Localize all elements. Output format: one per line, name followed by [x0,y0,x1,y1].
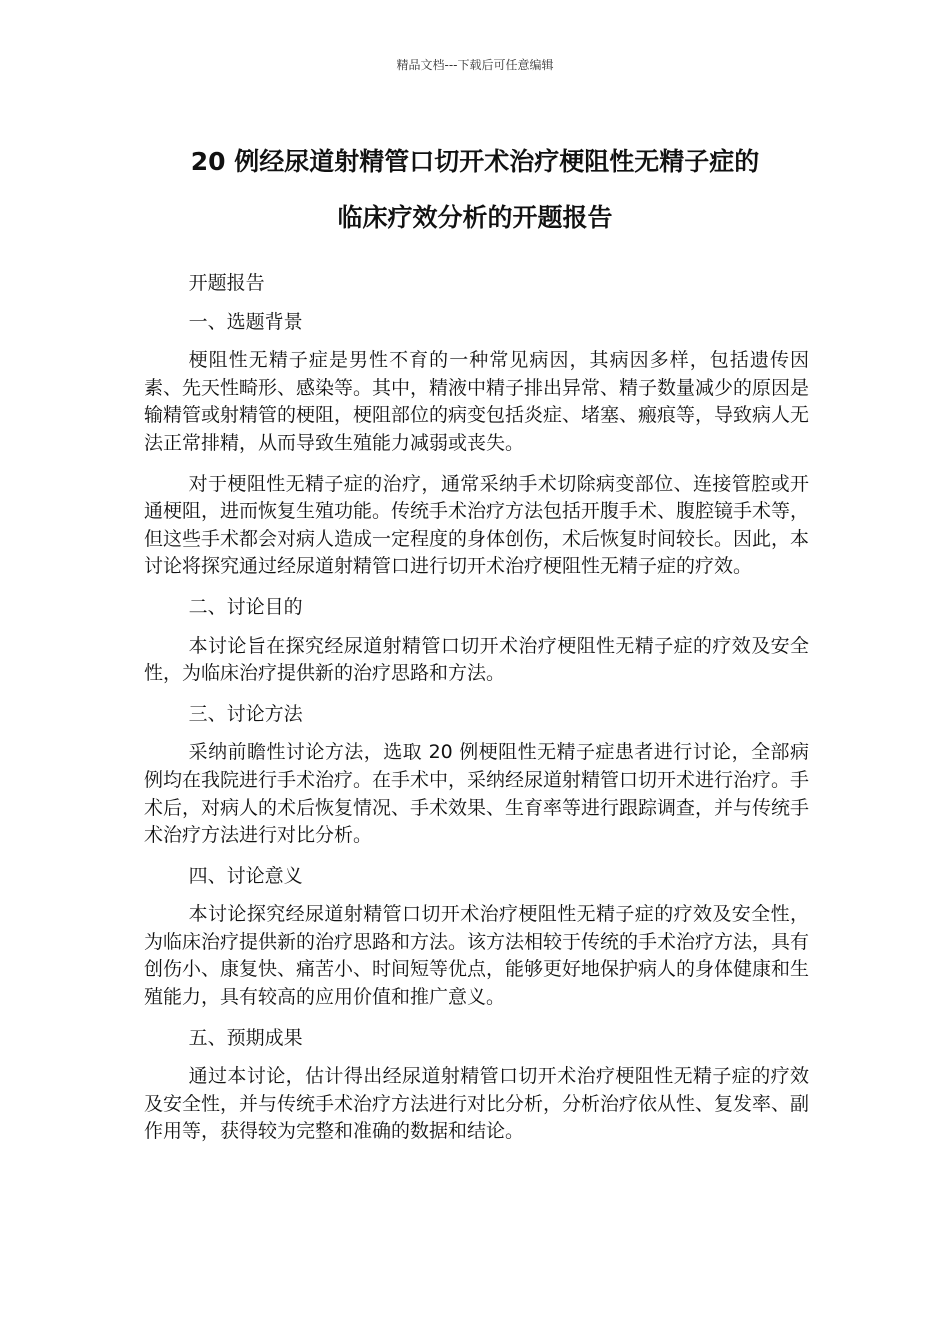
section-label: 开题报告 [188,272,265,294]
document-title-line-1: 20 例经尿道射精管口切开术治疗梗阻性无精子症的 [190,147,760,176]
document-body [144,270,809,1159]
section-heading-purpose: 二、讨论目的 [188,595,303,618]
document-title-line-2: 临床疗效分析的开题报告 [337,203,613,232]
paragraph-method: 采纳前瞻性讨论方法，选取 20 例梗阻性无精子症患者进行讨论，全部病例均在我院进行手术治疗。在手术中，采纳经尿道射精管口切开术进行治疗。手术后，对病人的术后恢复情况、手术效果、生育率等进行跟踪调查，并与传统手术治疗方法进行对比分析。 [144,741,810,847]
section-heading-background: 一、选题背景 [188,310,303,333]
paragraph-background-1: 梗阻性无精子症是男性不育的一种常见病因，其病因多样，包括遗传因素、先天性畸形、感染等。其中，精液中精子排出异常、精子数量减少的原因是输精管或射精管的梗阻，梗阻部位的病变包括炎症、堵塞、瘢痕等，导致病人无法正常排精，从而导致生殖能力减弱或丧失。 [144,349,810,454]
section-heading-significance: 四、讨论意义 [188,864,303,887]
document-title [100,134,850,246]
paragraph-expected-results: 通过本讨论，估计得出经尿道射精管口切开术治疗梗阻性无精子症的疗效及安全性，并与传统手术治疗方法进行对比分析，分析治疗依从性、复发率、副作用等，获得较为完整和准确的数据和结论。 [144,1065,810,1143]
section-heading-method: 三、讨论方法 [188,702,303,725]
section-heading-expected-results: 五、预期成果 [188,1026,303,1049]
paragraph-background-2: 对于梗阻性无精子症的治疗，通常采纳手术切除病变部位、连接管腔或开通梗阻，进而恢复生殖功能。传统手术治疗方法包括开腹手术、腹腔镜手术等，但这些手术都会对病人造成一定程度的身体创伤，术后恢复时间较长。因此，本讨论将探究通过经尿道射精管口进行切开术治疗梗阻性无精子症的疗效。 [144,472,810,578]
header-note: 精品文档---下载后可任意编辑 [396,58,554,72]
paragraph-purpose: 本讨论旨在探究经尿道射精管口切开术治疗梗阻性无精子症的疗效及安全性，为临床治疗提供新的治疗思路和方法。 [144,634,809,685]
paragraph-significance: 本讨论探究经尿道射精管口切开术治疗梗阻性无精子症的疗效及安全性，为临床治疗提供新的治疗思路和方法。该方法相较于传统的手术治疗方法，具有创伤小、康复快、痛苦小、时间短等优点，能够更好地保护病人的身体健康和生殖能力，具有较高的应用价值和推广意义。 [144,903,810,1009]
